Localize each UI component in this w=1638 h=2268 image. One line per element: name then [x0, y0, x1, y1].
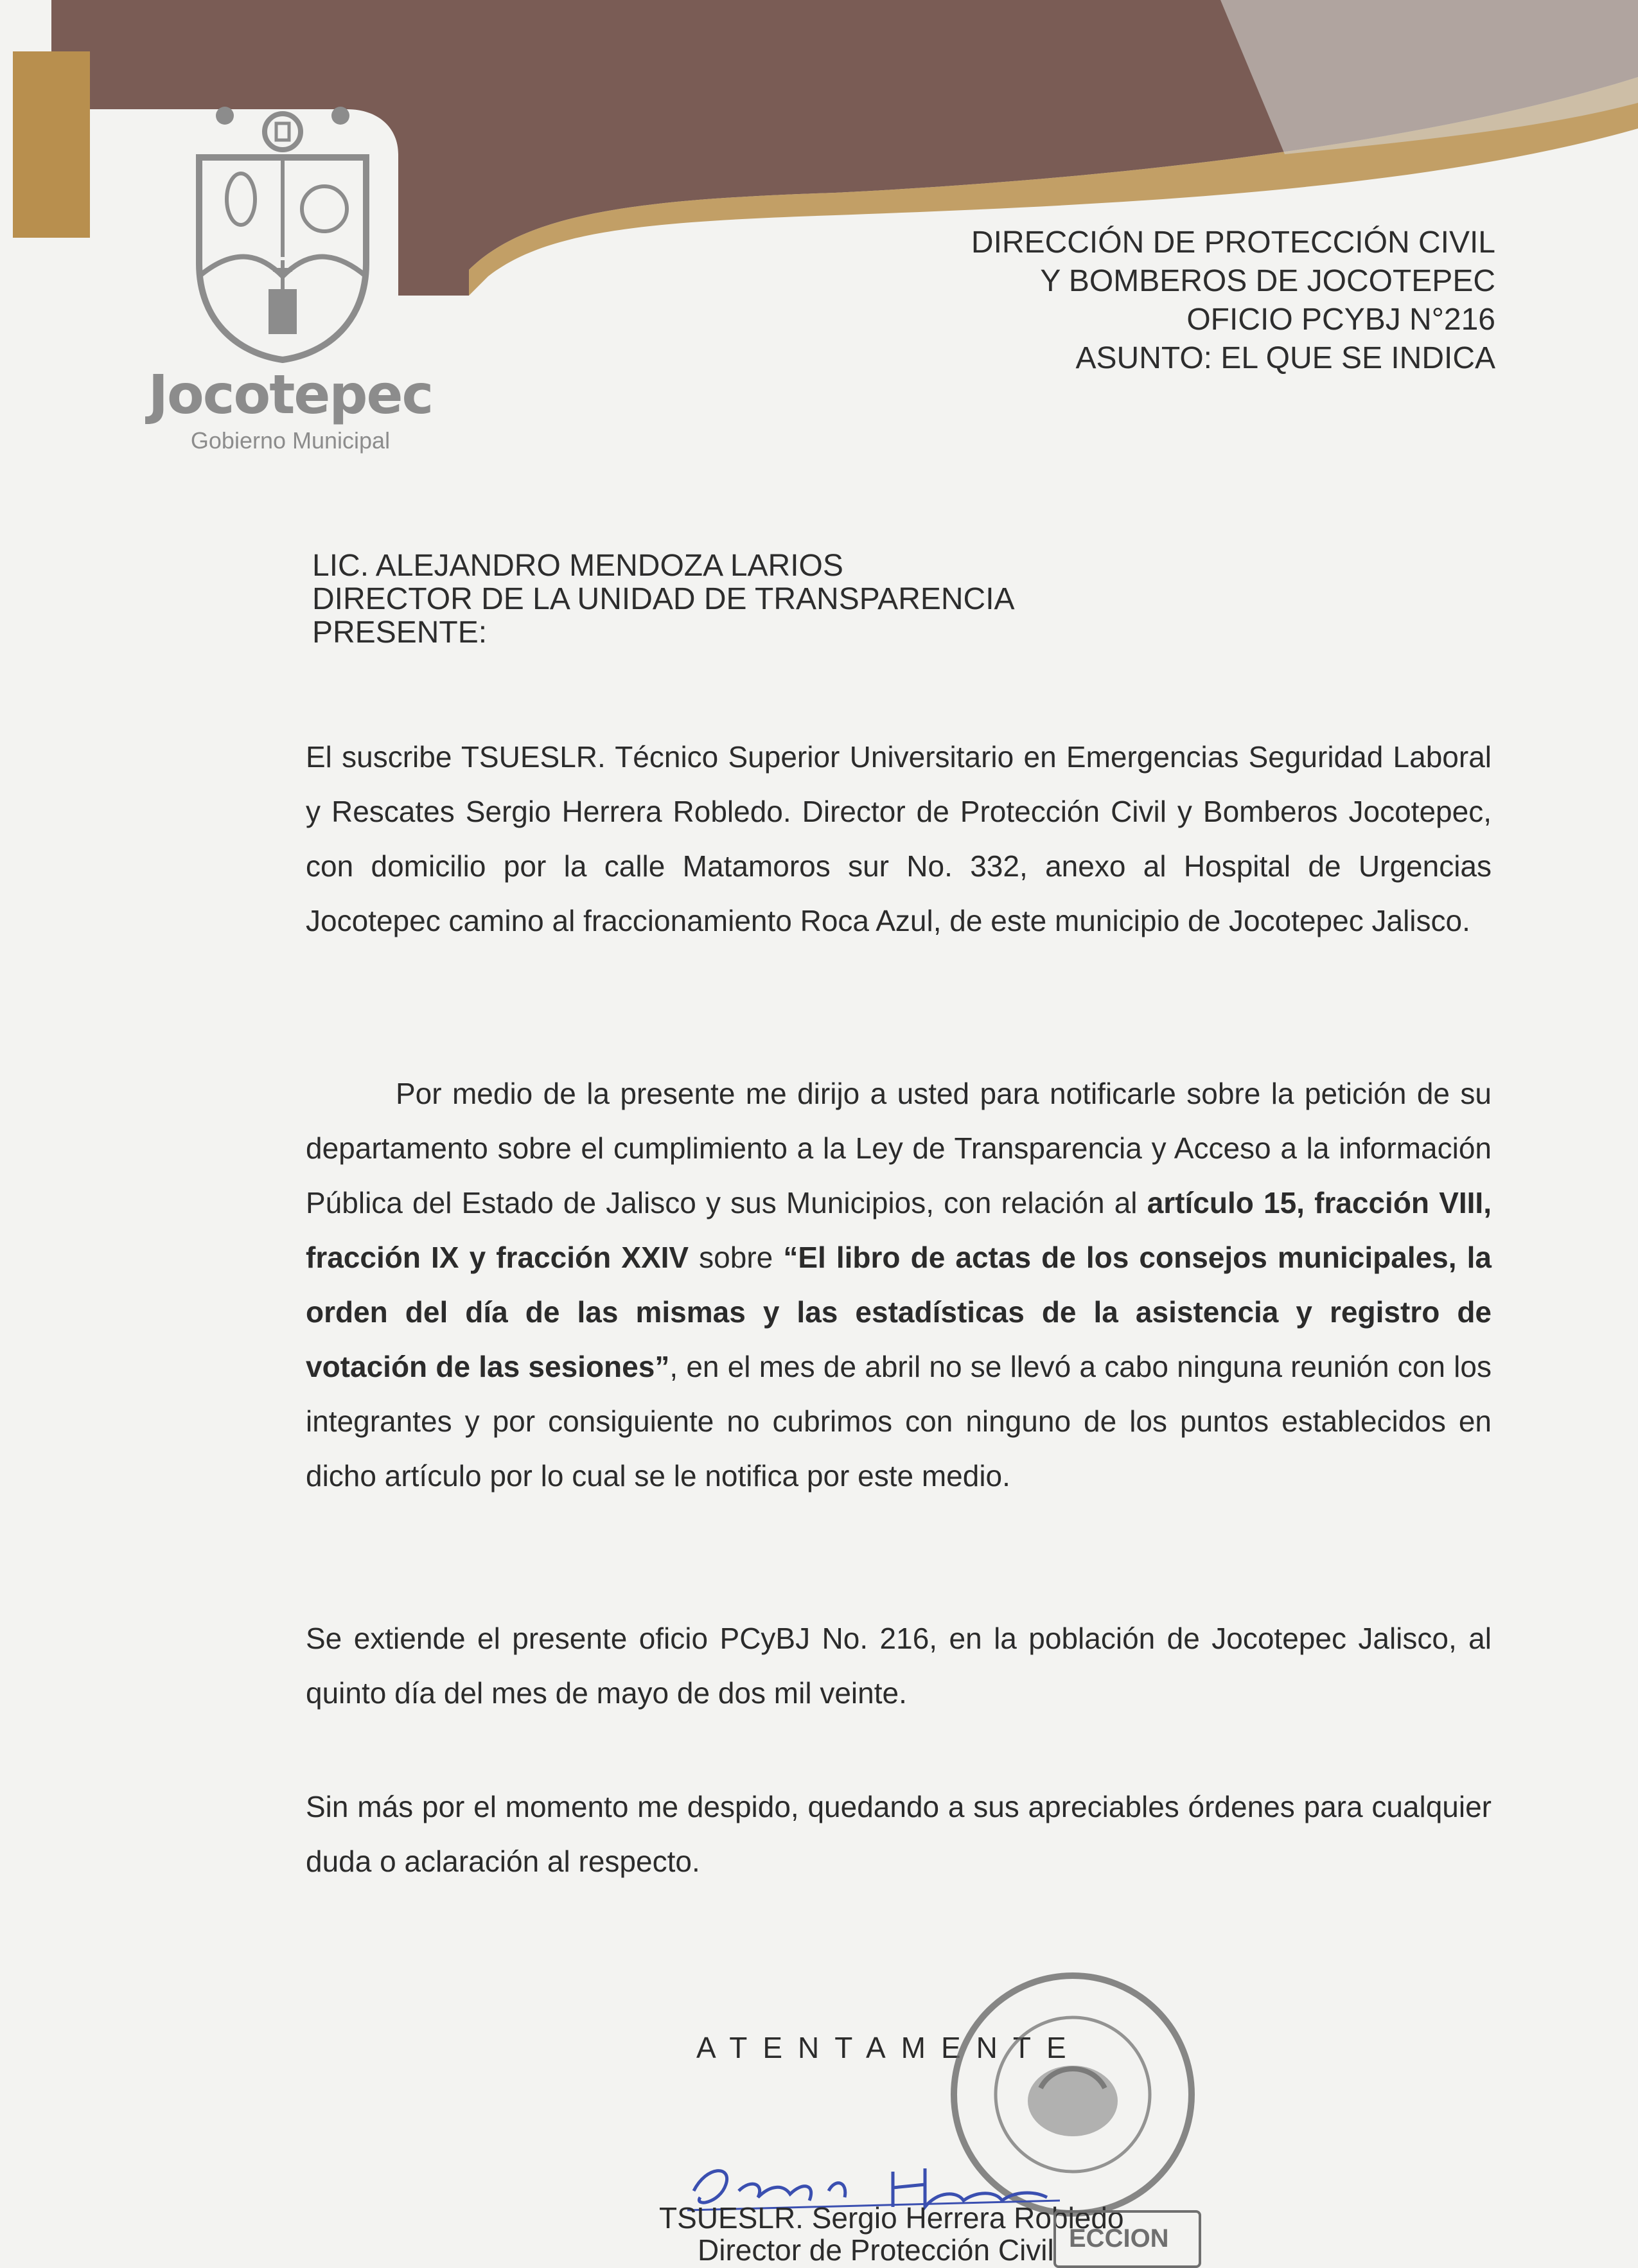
body-paragraph-1: El suscribe TSUESLR. Técnico Superior Universitario en Emergencias Seguridad Laboral y Rescates Sergio Herrera Robledo. Director de Protección Civil y Bomberos Jocotepec, con domicilio por la calle Matamoros sur No. 332, anexo al Hospital de Urgencias Jocotepec camino al fraccionamiento Roca Azul, de este municipio de Jocotepec Jalisco.: [306, 740, 1492, 937]
paragraph-2-text-a: Por medio de la presente me dirijo a usted para notificarle sobre la petición de su departamento sobre el cumplimiento a la Ley de Transparencia y Acceso a la información Pública del Estado de Jalisco y sus Municipios, con relación al: [306, 1077, 1492, 1219]
addressee-presente: PRESENTE:: [312, 616, 488, 650]
department-stamp: ECCION: [1053, 2210, 1201, 2268]
signer-name: TSUESLR. Sergio Herrera Robledo: [659, 2201, 1124, 2235]
municipal-coat-of-arms-icon: [186, 96, 379, 366]
reference-block: [971, 224, 1495, 378]
paragraph-2-quoted-subject: “El libro de actas de los consejos municipales, la orden del día de las mismas y las estadísticas de la asistencia y registro de votación de las sesiones”: [306, 1241, 1492, 1383]
brand-subtitle: Gobierno Municipal: [190, 427, 391, 454]
paragraph-2-text-c: sobre: [689, 1241, 784, 1274]
signer-title: Director de Protección Civil: [698, 2233, 1054, 2267]
addressee-name: LIC. ALEJANDRO MENDOZA LARIOS: [312, 549, 843, 583]
paragraph-2-article-ref: artículo 15, fracción VIII, fracción IX y fracción XXIV: [306, 1186, 1492, 1274]
addressee-block: [312, 549, 1015, 650]
body-paragraph-2: [306, 1067, 1492, 1503]
closing-atentamente: ATENTAMENTE: [696, 2031, 1082, 2064]
reference-line-2: Y BOMBEROS DE JOCOTEPEC: [1040, 264, 1495, 298]
addressee-position: DIRECTOR DE LA UNIDAD DE TRANSPARENCIA: [312, 582, 1015, 616]
reference-line-4: ASUNTO: EL QUE SE INDICA: [1075, 341, 1495, 375]
paragraph-2-text-e: , en el mes de abril no se llevó a cabo ninguna reunión con los integrantes y por consiguiente no cubrimos con ninguno de los puntos establecidos en dicho artículo por lo cual se le notifica por este medio.: [306, 1350, 1492, 1493]
reference-line-1: DIRECCIÓN DE PROTECCIÓN CIVIL: [971, 226, 1495, 260]
reference-line-3: OFICIO PCYBJ N°216: [1186, 303, 1495, 337]
body-paragraph-3: Se extiende el presente oficio PCyBJ No. 216, en la población de Jocotepec Jalisco, al quinto día del mes de mayo de dos mil veinte.: [306, 1622, 1492, 1710]
brand-name: Jocotepec: [148, 363, 433, 426]
body-paragraph-4: Sin más por el momento me despido, quedando a sus apreciables órdenes para cualquier duda o aclaración al respecto.: [306, 1790, 1492, 1878]
